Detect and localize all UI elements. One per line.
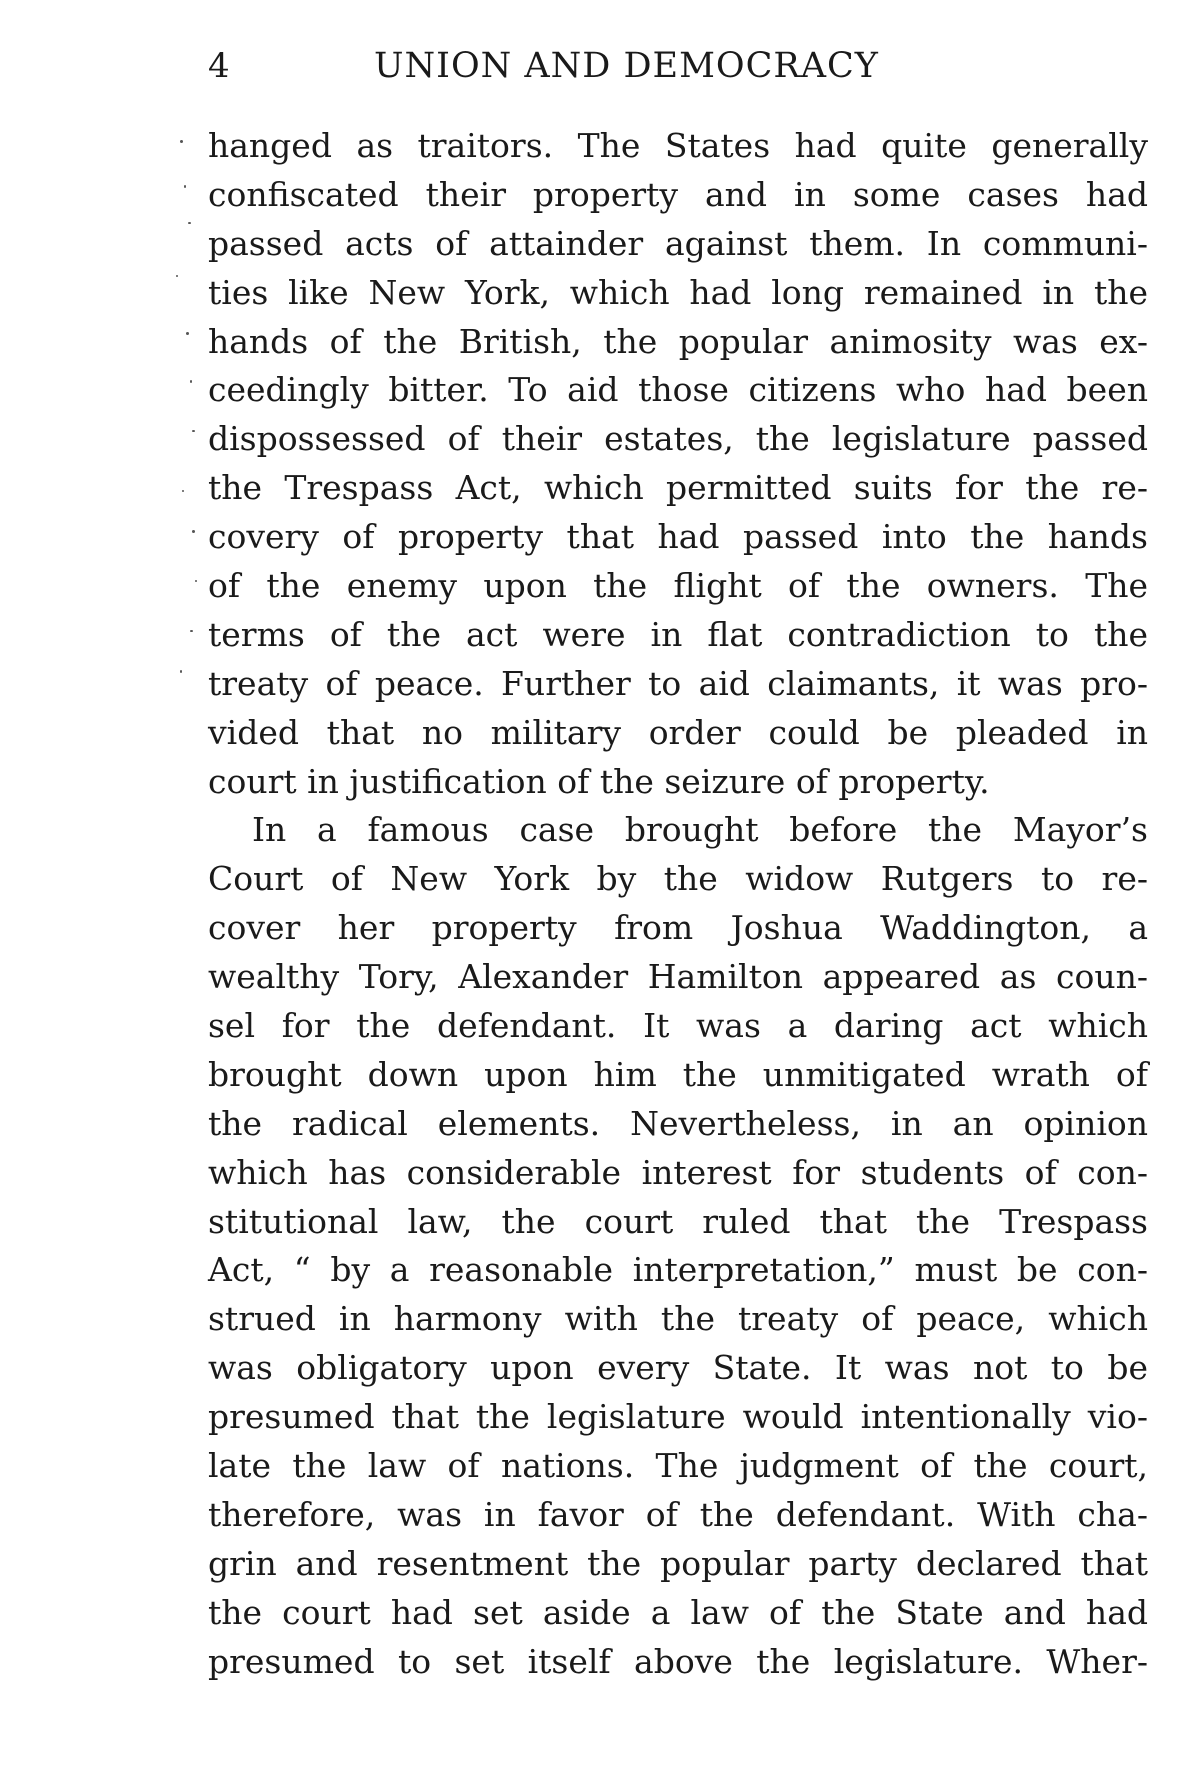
text-line: the court had set aside a law of the State and had — [208, 1592, 1148, 1632]
text-line: late the law of nations. The judgment of the court, — [208, 1446, 1148, 1486]
scan-speck — [188, 222, 191, 224]
text-line: hanged as traitors. The States had quite generally — [208, 126, 1148, 165]
text-line: was obligatory upon every State. It was not to be — [208, 1348, 1148, 1388]
text-line: passed acts of attainder against them. In communi- — [208, 223, 1148, 263]
text-line: stitutional law, the court ruled that the Trespass — [208, 1201, 1148, 1241]
text-line: ceedingly bitter. To aid those citizens who had been — [208, 370, 1148, 410]
text-line: cover her property from Joshua Waddington, a — [208, 908, 1148, 948]
text-line: court in justification of the seizure of property. — [208, 761, 990, 801]
scan-speck — [192, 430, 195, 432]
margin-scan-specks — [140, 110, 210, 790]
text-line: sel for the defendant. It was a daring act which — [208, 1006, 1148, 1046]
text-line: hands of the British, the popular animosity was ex- — [208, 321, 1148, 361]
scan-speck — [190, 630, 193, 632]
text-line: brought down upon him the unmitigated wrath of — [208, 1054, 1148, 1094]
paragraph-2 — [208, 806, 1148, 1686]
text-line: which has considerable interest for students of con- — [208, 1152, 1148, 1192]
running-title: UNION AND DEMOCRACY — [374, 46, 879, 86]
text-line: of the enemy upon the flight of the owners. The — [208, 566, 1148, 606]
page-number: 4 — [208, 46, 230, 86]
scan-speck — [182, 490, 184, 492]
scan-speck — [186, 332, 189, 335]
text-line: grin and resentment the popular party declared that — [208, 1543, 1148, 1583]
text-line: strued in harmony with the treaty of peace, which — [208, 1299, 1148, 1339]
text-line: the Trespass Act, which permitted suits for the re- — [208, 468, 1148, 508]
paragraph-1 — [208, 122, 1148, 806]
body-text — [208, 122, 1148, 1687]
running-head — [208, 46, 1148, 106]
text-line: In a famous case brought before the Mayor’s — [252, 810, 1148, 850]
text-line: vided that no military order could be pleaded in — [208, 712, 1148, 752]
text-line: therefore, was in favor of the defendant. With cha- — [208, 1494, 1148, 1534]
text-line: terms of the act were in flat contradiction to the — [208, 614, 1148, 654]
text-line: Court of New York by the widow Rutgers to re- — [208, 859, 1148, 899]
text-line: presumed that the legislature would intentionally vio- — [208, 1397, 1148, 1437]
text-line: covery of property that had passed into the hands — [208, 517, 1148, 557]
text-line: presumed to set itself above the legislature. Wher- — [208, 1641, 1148, 1681]
text-line: wealthy Tory, Alexander Hamilton appeared as coun- — [208, 957, 1148, 997]
scan-speck — [192, 530, 195, 533]
scan-speck — [195, 580, 197, 582]
text-line: confiscated their property and in some cases had — [208, 174, 1148, 214]
scan-speck — [184, 185, 186, 188]
scan-speck — [180, 140, 183, 143]
text-line: ties like New York, which had long remained in the — [208, 272, 1148, 312]
text-line: the radical elements. Nevertheless, in an opinion — [208, 1103, 1148, 1143]
scan-speck — [190, 380, 192, 383]
text-line: Act, “ by a reasonable interpretation,” must be con- — [208, 1250, 1148, 1290]
text-line: dispossessed of their estates, the legislature passed — [208, 419, 1148, 459]
text-line: treaty of peace. Further to aid claimants, it was pro- — [208, 663, 1148, 703]
scan-speck — [180, 670, 182, 673]
scan-speck — [176, 275, 178, 277]
